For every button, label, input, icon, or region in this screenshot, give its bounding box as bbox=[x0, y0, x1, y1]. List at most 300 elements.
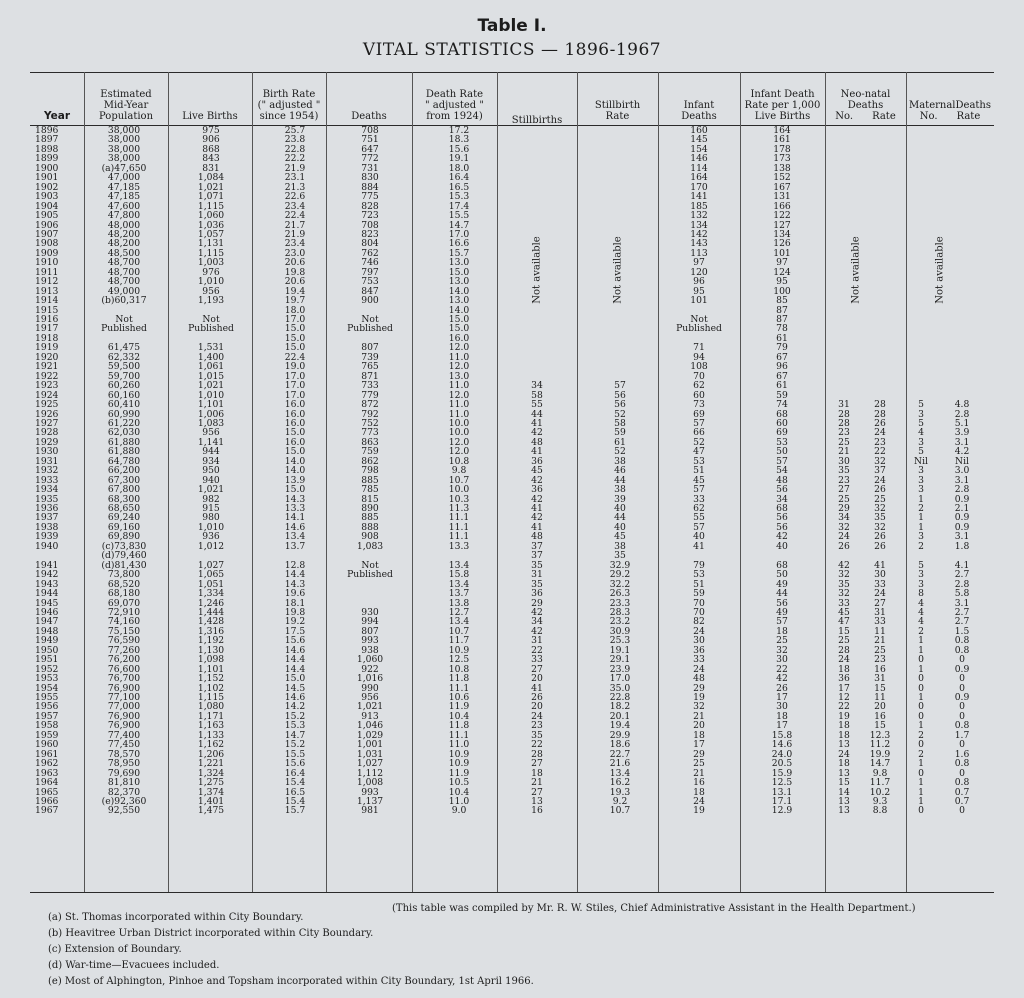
year-cell: 1948 bbox=[35, 625, 59, 637]
live-births-cell: 1,021 bbox=[197, 484, 225, 496]
year-cell: 1919 bbox=[35, 342, 59, 354]
neonatal-no-cell: 15 bbox=[838, 625, 850, 637]
year-cell: 1903 bbox=[35, 191, 59, 203]
neonatal-no-cell: 31 bbox=[838, 399, 850, 411]
stillbirth-rate-cell: 32.2 bbox=[609, 578, 631, 590]
year-cell: 1901 bbox=[35, 172, 59, 184]
birth-rate-cell: 13.9 bbox=[284, 474, 306, 486]
year-cell: 1945 bbox=[35, 597, 59, 609]
year-cell: 1908 bbox=[35, 238, 59, 250]
death-rate-cell: 16.6 bbox=[448, 238, 470, 250]
live-births-cell: 934 bbox=[202, 455, 220, 467]
infant-death-rate-cell: 126 bbox=[773, 238, 791, 250]
infant-death-rate-cell: 87 bbox=[776, 314, 788, 325]
stillbirth-rate-cell: 39 bbox=[614, 493, 626, 505]
top-rule bbox=[30, 72, 994, 73]
live-births-cell: 936 bbox=[202, 531, 220, 543]
birth-rate-cell: 15.2 bbox=[284, 739, 306, 751]
infant-death-rate-cell: 57 bbox=[776, 616, 788, 628]
population-cell: 60,160 bbox=[107, 389, 141, 401]
maternal-rate-cell: 0.7 bbox=[954, 795, 970, 807]
stillbirth-rate-cell: 32.9 bbox=[609, 559, 631, 571]
live-births-cell: 976 bbox=[202, 266, 220, 278]
maternal-rate-cell: 0 bbox=[959, 805, 965, 817]
birth-rate-cell: 16.0 bbox=[284, 417, 306, 429]
table-row bbox=[0, 580, 1024, 589]
table-row bbox=[0, 447, 1024, 456]
maternal-rate-cell: 0 bbox=[959, 701, 965, 713]
table-row bbox=[0, 570, 1024, 579]
footnote: (c) Extension of Boundary. bbox=[48, 944, 182, 955]
stillbirth-rate-cell: 19.4 bbox=[609, 720, 631, 732]
maternal-no-cell: 4 bbox=[918, 597, 924, 609]
neonatal-rate-cell: 8.8 bbox=[872, 805, 888, 817]
population-cell: Published bbox=[101, 323, 147, 335]
maternal-no-cell: 0 bbox=[918, 805, 924, 817]
deaths-cell: 1,060 bbox=[356, 654, 384, 666]
maternal-rate-cell: 2.8 bbox=[954, 484, 970, 496]
death-rate-cell: 11.0 bbox=[448, 399, 470, 411]
birth-rate-cell: 14.3 bbox=[284, 578, 306, 590]
live-births-cell: 1,115 bbox=[197, 692, 225, 703]
table-row bbox=[0, 532, 1024, 541]
year-cell: 1946 bbox=[35, 606, 59, 618]
infant-deaths-cell: 48 bbox=[693, 673, 705, 685]
year-cell: 1928 bbox=[35, 427, 59, 439]
stillbirth-rate-cell: 58 bbox=[614, 417, 626, 429]
year-cell: 1904 bbox=[35, 200, 59, 212]
footnote: (a) St. Thomas incorporated within City Boundary. bbox=[48, 912, 304, 923]
deaths-cell: 823 bbox=[361, 228, 379, 240]
deaths-cell: 723 bbox=[361, 210, 379, 222]
population-cell: (d)79,460 bbox=[101, 550, 147, 562]
infant-deaths-cell: 24 bbox=[693, 663, 705, 675]
stillbirths-cell: 42 bbox=[531, 493, 543, 505]
infant-death-rate-cell: 87 bbox=[776, 304, 788, 316]
stillbirths-cell: 34 bbox=[531, 616, 543, 628]
deaths-cell: 751 bbox=[361, 134, 379, 146]
population-cell: 68,520 bbox=[107, 578, 141, 590]
stillbirths-cell: 42 bbox=[531, 625, 543, 637]
population-cell: (d)81,430 bbox=[101, 559, 147, 571]
year-cell: 1900 bbox=[35, 162, 59, 174]
birth-rate-cell: 14.6 bbox=[284, 644, 306, 656]
death-rate-cell: 11.0 bbox=[448, 795, 470, 807]
deaths-cell: 1,021 bbox=[356, 701, 384, 713]
deaths-cell: 908 bbox=[361, 531, 379, 543]
population-cell: 38,000 bbox=[107, 134, 141, 146]
maternal-no-cell: 1 bbox=[918, 786, 924, 798]
population-cell: 67,800 bbox=[107, 484, 141, 496]
stillbirth-rate-cell: 35 bbox=[614, 550, 626, 562]
neonatal-rate-cell: 33 bbox=[874, 578, 886, 590]
live-births-cell: 1,010 bbox=[197, 389, 225, 401]
deaths-cell: 733 bbox=[361, 380, 379, 392]
maternal-rate-cell: 3.1 bbox=[954, 474, 970, 486]
stillbirths-cell: 35 bbox=[531, 559, 543, 571]
neonatal-no-cell: 27 bbox=[838, 484, 850, 496]
population-cell: 76,900 bbox=[107, 720, 141, 732]
table-row bbox=[0, 173, 1024, 182]
year-cell: 1967 bbox=[35, 805, 59, 817]
neonatal-rate-cell: 23 bbox=[874, 436, 886, 448]
death-rate-cell: 16.5 bbox=[448, 181, 470, 193]
birth-rate-cell: 22.2 bbox=[284, 153, 306, 165]
table-row bbox=[0, 306, 1024, 315]
deaths-cell: 708 bbox=[361, 125, 379, 136]
infant-deaths-cell: 57 bbox=[693, 484, 705, 496]
population-cell: Not bbox=[115, 314, 133, 325]
maternal-no-cell: 0 bbox=[918, 710, 924, 722]
neonatal-no-cell: 32 bbox=[838, 588, 850, 600]
stillbirth-rate-cell: 29.9 bbox=[609, 729, 631, 741]
death-rate-cell: 12.0 bbox=[448, 389, 470, 401]
infant-deaths-cell: 95 bbox=[693, 285, 705, 297]
table-row bbox=[0, 646, 1024, 655]
table-row bbox=[0, 428, 1024, 437]
deaths-cell: 871 bbox=[361, 370, 379, 382]
infant-deaths-cell: 73 bbox=[693, 399, 705, 411]
infant-death-rate-cell: 40 bbox=[776, 540, 788, 552]
year-cell: 1937 bbox=[35, 512, 59, 524]
live-births-cell: 1,475 bbox=[197, 805, 225, 817]
birth-rate-cell: 15.0 bbox=[284, 323, 306, 335]
death-rate-cell: 12.0 bbox=[448, 342, 470, 354]
maternal-rate-cell: 0.7 bbox=[954, 786, 970, 798]
table-title: Table I. bbox=[477, 16, 547, 36]
neonatal-no-cell: 18 bbox=[838, 720, 850, 732]
maternal-rate-cell: 3.1 bbox=[954, 531, 970, 543]
table-row bbox=[0, 202, 1024, 211]
maternal-no-cell: 1 bbox=[918, 692, 924, 703]
year-cell: 1947 bbox=[35, 616, 59, 628]
live-births-cell: 1,401 bbox=[197, 795, 225, 807]
infant-death-rate-cell: 68 bbox=[776, 408, 788, 420]
infant-deaths-cell: 57 bbox=[693, 417, 705, 429]
deaths-cell: 731 bbox=[361, 162, 379, 174]
death-rate-cell: 10.8 bbox=[448, 663, 470, 675]
infant-deaths-cell: 53 bbox=[693, 569, 705, 581]
live-births-cell: 1,162 bbox=[197, 739, 225, 751]
neonatal-rate-cell: 12.3 bbox=[869, 729, 891, 741]
deaths-cell: 994 bbox=[361, 616, 379, 628]
death-rate-cell: 10.8 bbox=[448, 455, 470, 467]
infant-death-rate-cell: 13.1 bbox=[771, 786, 793, 798]
infant-death-rate-cell: 18 bbox=[776, 625, 788, 637]
year-cell: 1934 bbox=[35, 484, 59, 496]
infant-deaths-cell: 134 bbox=[690, 219, 708, 231]
live-births-cell: 1,101 bbox=[197, 399, 225, 411]
infant-death-rate-cell: 56 bbox=[776, 521, 788, 533]
maternal-rate-cell: 0.8 bbox=[954, 758, 970, 770]
death-rate-cell: 15.3 bbox=[448, 191, 470, 203]
population-cell: 48,700 bbox=[107, 266, 141, 278]
table-row bbox=[0, 504, 1024, 513]
table-row bbox=[0, 249, 1024, 258]
year-cell: 1962 bbox=[35, 758, 59, 770]
population-cell: 60,990 bbox=[107, 408, 141, 420]
death-rate-cell: 14.7 bbox=[448, 219, 470, 231]
stillbirths-cell: 16 bbox=[531, 805, 543, 817]
stillbirth-rate-cell: 38 bbox=[614, 540, 626, 552]
infant-death-rate-cell: 18 bbox=[776, 710, 788, 722]
live-births-cell: 944 bbox=[202, 446, 220, 458]
maternal-no-cell: 5 bbox=[918, 559, 924, 571]
birth-rate-cell: 17.0 bbox=[284, 380, 306, 392]
neonatal-no-cell: 23 bbox=[838, 427, 850, 439]
maternal-rate-cell: 0 bbox=[959, 710, 965, 722]
infant-death-rate-cell: 25 bbox=[776, 635, 788, 647]
maternal-no-cell: 4 bbox=[918, 606, 924, 618]
birth-rate-cell: 14.7 bbox=[284, 729, 306, 741]
death-rate-cell: 11.1 bbox=[448, 682, 470, 694]
maternal-rate-cell: 0.8 bbox=[954, 635, 970, 647]
infant-deaths-cell: 57 bbox=[693, 521, 705, 533]
population-cell: 77,400 bbox=[107, 729, 141, 741]
infant-deaths-cell: 33 bbox=[693, 654, 705, 666]
deaths-cell: 779 bbox=[361, 389, 379, 401]
maternal-rate-cell: 0.9 bbox=[954, 512, 970, 524]
death-rate-cell: 12.5 bbox=[448, 654, 470, 666]
infant-deaths-cell: 29 bbox=[693, 682, 705, 694]
death-rate-cell: 11.1 bbox=[448, 729, 470, 741]
year-cell: 1963 bbox=[35, 767, 59, 779]
death-rate-cell: 14.0 bbox=[448, 304, 470, 316]
death-rate-cell: 10.5 bbox=[448, 777, 470, 789]
infant-deaths-cell: 141 bbox=[690, 191, 708, 203]
population-cell: 77,000 bbox=[107, 701, 141, 713]
deaths-cell: 647 bbox=[361, 143, 379, 155]
neonatal-rate-cell: 31 bbox=[874, 606, 886, 618]
stillbirths-cell: 45 bbox=[531, 465, 543, 477]
maternal-rate-cell: 2.1 bbox=[954, 503, 970, 514]
maternal-rate-cell: 0 bbox=[959, 682, 965, 694]
deaths-cell: 863 bbox=[361, 436, 379, 448]
infant-death-rate-cell: 49 bbox=[776, 606, 788, 618]
year-cell: 1898 bbox=[35, 143, 59, 155]
infant-deaths-cell: 101 bbox=[690, 295, 708, 307]
deaths-cell: 990 bbox=[361, 682, 379, 694]
death-rate-cell: 11.1 bbox=[448, 521, 470, 533]
year-cell: 1896 bbox=[35, 125, 59, 136]
table-row bbox=[0, 608, 1024, 617]
table-subtitle: VITAL STATISTICS — 1896-1967 bbox=[362, 40, 662, 60]
stillbirth-rate-cell: 13.4 bbox=[609, 767, 631, 779]
neonatal-rate-cell: 9.3 bbox=[872, 795, 888, 807]
neonatal-rate-cell: 19.9 bbox=[869, 748, 891, 760]
population-cell: 48,700 bbox=[107, 257, 141, 269]
stillbirth-rate-cell: 30.9 bbox=[609, 625, 631, 637]
deaths-cell: 1,027 bbox=[356, 758, 384, 770]
infant-death-rate-cell: 124 bbox=[773, 266, 791, 278]
maternal-rate-cell: 0.8 bbox=[954, 777, 970, 789]
year-cell: 1935 bbox=[35, 493, 59, 505]
deaths-cell: 885 bbox=[361, 474, 379, 486]
infant-death-rate-cell: 15.8 bbox=[771, 729, 793, 741]
live-births-cell: 940 bbox=[202, 474, 220, 486]
maternal-no-cell: 1 bbox=[918, 758, 924, 770]
neonatal-rate-cell: 26 bbox=[874, 484, 886, 496]
death-rate-cell: 15.5 bbox=[448, 210, 470, 222]
birth-rate-cell: 19.8 bbox=[284, 266, 306, 278]
birth-rate-cell: 14.3 bbox=[284, 493, 306, 505]
stillbirth-rate-cell: 57 bbox=[614, 380, 626, 392]
infant-death-rate-cell: 61 bbox=[776, 332, 788, 344]
live-births-cell: 956 bbox=[202, 427, 220, 439]
maternal-rate-cell: 0.9 bbox=[954, 663, 970, 675]
year-cell: 1911 bbox=[35, 266, 59, 278]
infant-death-rate-cell: 152 bbox=[773, 172, 791, 184]
birth-rate-cell: 17.0 bbox=[284, 389, 306, 401]
neonatal-no-cell: 28 bbox=[838, 417, 850, 429]
deaths-cell: 890 bbox=[361, 503, 379, 514]
death-rate-cell: 11.0 bbox=[448, 739, 470, 751]
maternal-no-cell: 0 bbox=[918, 654, 924, 666]
death-rate-cell: 13.0 bbox=[448, 257, 470, 269]
infant-deaths-cell: 47 bbox=[693, 446, 705, 458]
birth-rate-cell: 17.0 bbox=[284, 314, 306, 325]
death-rate-cell: 10.9 bbox=[448, 748, 470, 760]
maternal-no-cell: 4 bbox=[918, 616, 924, 628]
deaths-cell: 938 bbox=[361, 644, 379, 656]
neonatal-no-cell: 28 bbox=[838, 644, 850, 656]
population-cell: 76,600 bbox=[107, 663, 141, 675]
live-births-cell: 868 bbox=[202, 143, 220, 155]
neonatal-rate-cell: 32 bbox=[874, 503, 886, 514]
neonatal-rate-cell: 20 bbox=[874, 701, 886, 713]
live-births-cell: 1,084 bbox=[197, 172, 225, 184]
death-rate-cell: 10.3 bbox=[448, 493, 470, 505]
infant-death-rate-cell: 57 bbox=[776, 455, 788, 467]
table-row bbox=[0, 230, 1024, 239]
maternal-no-cell: 5 bbox=[918, 446, 924, 458]
year-cell: 1909 bbox=[35, 247, 59, 259]
birth-rate-cell: 13.7 bbox=[284, 540, 306, 552]
infant-death-rate-cell: 26 bbox=[776, 682, 788, 694]
year-cell: 1920 bbox=[35, 351, 59, 363]
live-births-cell: 1,316 bbox=[197, 625, 225, 637]
stillbirth-rate-cell: 23.3 bbox=[609, 597, 631, 609]
year-cell: 1958 bbox=[35, 720, 59, 732]
neonatal-rate-cell: 11.7 bbox=[869, 777, 891, 789]
maternal-no-cell: 1 bbox=[918, 795, 924, 807]
infant-death-rate-cell: 67 bbox=[776, 351, 788, 363]
year-cell: 1926 bbox=[35, 408, 59, 420]
year-cell: 1930 bbox=[35, 446, 59, 458]
stillbirths-cell: 28 bbox=[531, 748, 543, 760]
maternal-rate-cell: 1.8 bbox=[954, 540, 970, 552]
live-births-cell: Not bbox=[202, 314, 220, 325]
infant-death-rate-cell: 42 bbox=[776, 531, 788, 543]
table-row bbox=[0, 551, 1024, 560]
table-row bbox=[0, 702, 1024, 711]
infant-deaths-cell: 69 bbox=[693, 408, 705, 420]
maternal-no-cell: 1 bbox=[918, 663, 924, 675]
deaths-cell: 1,029 bbox=[356, 729, 384, 741]
table-row bbox=[0, 315, 1024, 324]
year-cell: 1918 bbox=[35, 332, 59, 344]
population-cell: 75,150 bbox=[107, 625, 141, 637]
table-row bbox=[0, 164, 1024, 173]
population-cell: 77,100 bbox=[107, 692, 141, 703]
deaths-cell: 797 bbox=[361, 266, 379, 278]
birth-rate-cell: 23.4 bbox=[284, 200, 306, 212]
table-row bbox=[0, 145, 1024, 154]
neonatal-rate-cell: 15 bbox=[874, 720, 886, 732]
birth-rate-cell: 14.1 bbox=[284, 512, 306, 524]
stillbirths-cell: 35 bbox=[531, 729, 543, 741]
stillbirths-cell: 58 bbox=[531, 389, 543, 401]
infant-deaths-cell: 24 bbox=[693, 625, 705, 637]
population-cell: 76,700 bbox=[107, 673, 141, 685]
death-rate-cell: 10.4 bbox=[448, 786, 470, 798]
birth-rate-cell: 19.7 bbox=[284, 295, 306, 307]
deaths-cell: 1,046 bbox=[356, 720, 384, 732]
year-cell: 1943 bbox=[35, 578, 59, 590]
live-births-cell: 1,444 bbox=[197, 606, 225, 618]
stillbirths-cell: 41 bbox=[531, 417, 543, 429]
header-infant-deaths: Infant Deaths bbox=[681, 100, 717, 122]
stillbirth-rate-cell: 21.6 bbox=[609, 758, 631, 770]
population-cell: 79,690 bbox=[107, 767, 141, 779]
neonatal-rate-cell: 28 bbox=[874, 408, 886, 420]
stillbirth-rate-cell: 61 bbox=[614, 436, 626, 448]
year-cell: 1951 bbox=[35, 654, 59, 666]
infant-deaths-cell: 16 bbox=[693, 777, 705, 789]
maternal-rate-cell: 0 bbox=[959, 673, 965, 685]
infant-death-rate-cell: 59 bbox=[776, 389, 788, 401]
table-row bbox=[0, 410, 1024, 419]
population-cell: 69,240 bbox=[107, 512, 141, 524]
neonatal-no-cell: 35 bbox=[838, 465, 850, 477]
infant-death-rate-cell: 15.9 bbox=[771, 767, 793, 779]
infant-deaths-cell: 60 bbox=[693, 389, 705, 401]
stillbirth-rate-cell: 59 bbox=[614, 427, 626, 439]
header-maternal: MaternalDeaths No. Rate bbox=[908, 100, 991, 122]
maternal-no-cell: 3 bbox=[918, 484, 924, 496]
live-births-cell: 831 bbox=[202, 162, 220, 174]
death-rate-cell: 10.0 bbox=[448, 417, 470, 429]
maternal-no-cell: 1 bbox=[918, 644, 924, 656]
population-cell: 61,880 bbox=[107, 446, 141, 458]
population-cell: 68,180 bbox=[107, 588, 141, 600]
death-rate-cell: 11.3 bbox=[448, 503, 470, 514]
deaths-cell: 1,031 bbox=[356, 748, 384, 760]
live-births-cell: 1,065 bbox=[197, 569, 225, 581]
population-cell: 47,800 bbox=[107, 210, 141, 222]
neonatal-rate-cell: 32 bbox=[874, 521, 886, 533]
deaths-cell: Published bbox=[347, 569, 393, 581]
year-cell: 1964 bbox=[35, 777, 59, 789]
table-row bbox=[0, 665, 1024, 674]
birth-rate-cell: 20.6 bbox=[284, 276, 306, 288]
death-rate-cell: 9.0 bbox=[451, 805, 467, 817]
neonatal-no-cell: 13 bbox=[838, 805, 850, 817]
neonatal-rate-cell: 11.2 bbox=[869, 739, 891, 751]
birth-rate-cell: 22.6 bbox=[284, 191, 306, 203]
stillbirths-cell: 36 bbox=[531, 455, 543, 467]
death-rate-cell: 11.8 bbox=[448, 720, 470, 732]
maternal-no-cell: 2 bbox=[918, 729, 924, 741]
infant-death-rate-cell: 167 bbox=[773, 181, 791, 193]
table-row bbox=[0, 712, 1024, 721]
death-rate-cell: 13.4 bbox=[448, 616, 470, 628]
neonatal-no-cell: 21 bbox=[838, 446, 850, 458]
infant-deaths-cell: 70 bbox=[693, 370, 705, 382]
death-rate-cell: 11.1 bbox=[448, 512, 470, 524]
deaths-cell: 765 bbox=[361, 361, 379, 373]
infant-death-rate-cell: 161 bbox=[773, 134, 791, 146]
